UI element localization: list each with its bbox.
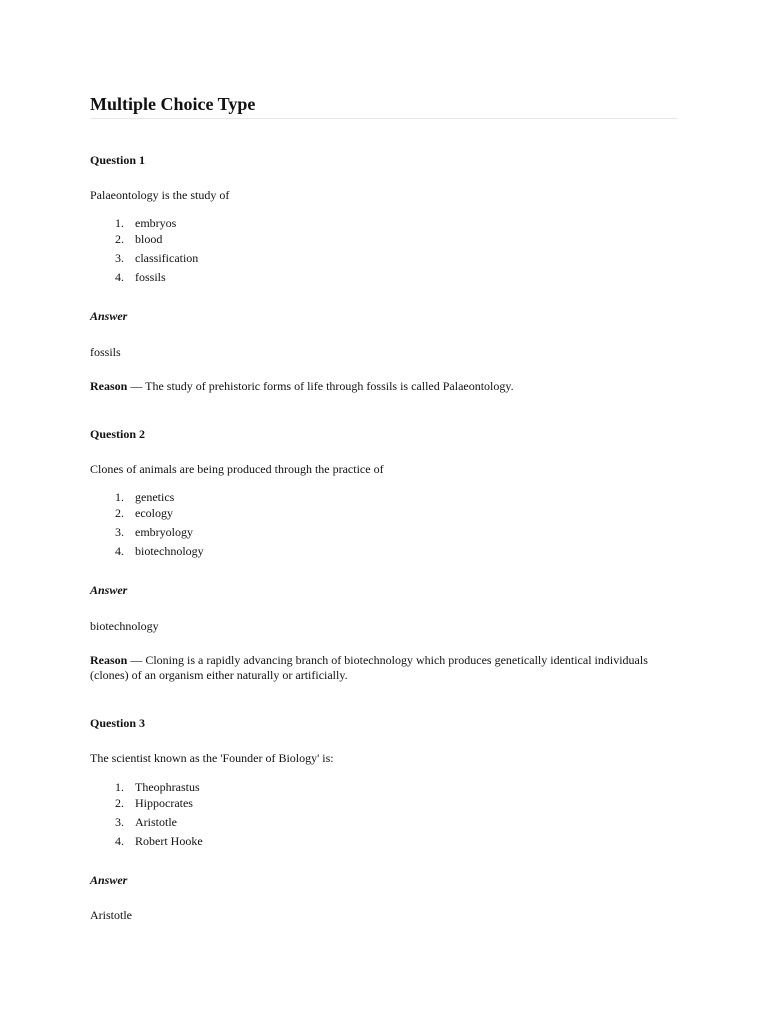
option-item — [90, 779, 203, 795]
option-text: embryology — [135, 525, 193, 539]
answer-value: fossils — [90, 345, 121, 359]
question-text: Clones of animals are being produced through the practice of — [90, 462, 384, 476]
option-number: 3. — [115, 815, 124, 829]
option-number: 2. — [115, 232, 124, 246]
option-text: Theophrastus — [135, 780, 200, 794]
option-number: 4. — [115, 270, 124, 284]
reason-body: — The study of prehistoric forms of life through fossils is called Palaeontology. — [127, 379, 514, 393]
option-item — [90, 524, 204, 540]
option-item — [90, 489, 204, 505]
option-text: Hippocrates — [135, 796, 193, 810]
question-heading: Question 2 — [90, 427, 146, 441]
option-text: Robert Hooke — [135, 834, 203, 848]
option-number: 2. — [115, 796, 124, 810]
option-text: classification — [135, 251, 199, 265]
option-item — [90, 215, 198, 231]
option-text: biotechnology — [135, 544, 204, 558]
reason-body: — Cloning is a rapidly advancing branch of biotechnology which produces genetically identical individuals (clones) of an organism either naturally or artificially. — [90, 653, 648, 682]
option-text: fossils — [135, 270, 166, 284]
option-number: 1. — [115, 490, 124, 504]
reason-label: Reason — [90, 379, 128, 393]
answer-value: biotechnology — [90, 619, 159, 633]
answer-label: Answer — [90, 309, 128, 323]
option-text: Aristotle — [135, 815, 177, 829]
option-number: 3. — [115, 525, 124, 539]
option-item — [90, 505, 204, 521]
options-list — [90, 215, 198, 285]
option-item — [90, 250, 198, 266]
option-number: 4. — [115, 834, 124, 848]
option-item — [90, 795, 203, 811]
answer-label: Answer — [90, 583, 128, 597]
option-text: embryos — [135, 216, 177, 230]
options-list — [90, 779, 203, 849]
title-divider — [90, 118, 678, 119]
options-list — [90, 489, 204, 559]
answer-label: Answer — [90, 873, 128, 887]
option-item — [90, 814, 203, 830]
option-item — [90, 269, 198, 285]
reason-text — [90, 379, 678, 394]
option-item — [90, 231, 198, 247]
reason-text — [90, 653, 678, 683]
question-text: Palaeontology is the study of — [90, 188, 230, 202]
option-number: 3. — [115, 251, 124, 265]
option-text: ecology — [135, 506, 173, 520]
question-text: The scientist known as the 'Founder of Biology' is: — [90, 751, 334, 765]
option-item — [90, 833, 203, 849]
reason-label: Reason — [90, 653, 128, 667]
option-number: 2. — [115, 506, 124, 520]
option-number: 1. — [115, 216, 124, 230]
option-text: blood — [135, 232, 163, 246]
question-heading: Question 1 — [90, 153, 146, 167]
question-heading: Question 3 — [90, 716, 146, 730]
page-title: Multiple Choice Type — [90, 94, 256, 114]
option-item — [90, 543, 204, 559]
option-number: 4. — [115, 544, 124, 558]
option-text: genetics — [135, 490, 175, 504]
option-number: 1. — [115, 780, 124, 794]
answer-value: Aristotle — [90, 908, 132, 922]
